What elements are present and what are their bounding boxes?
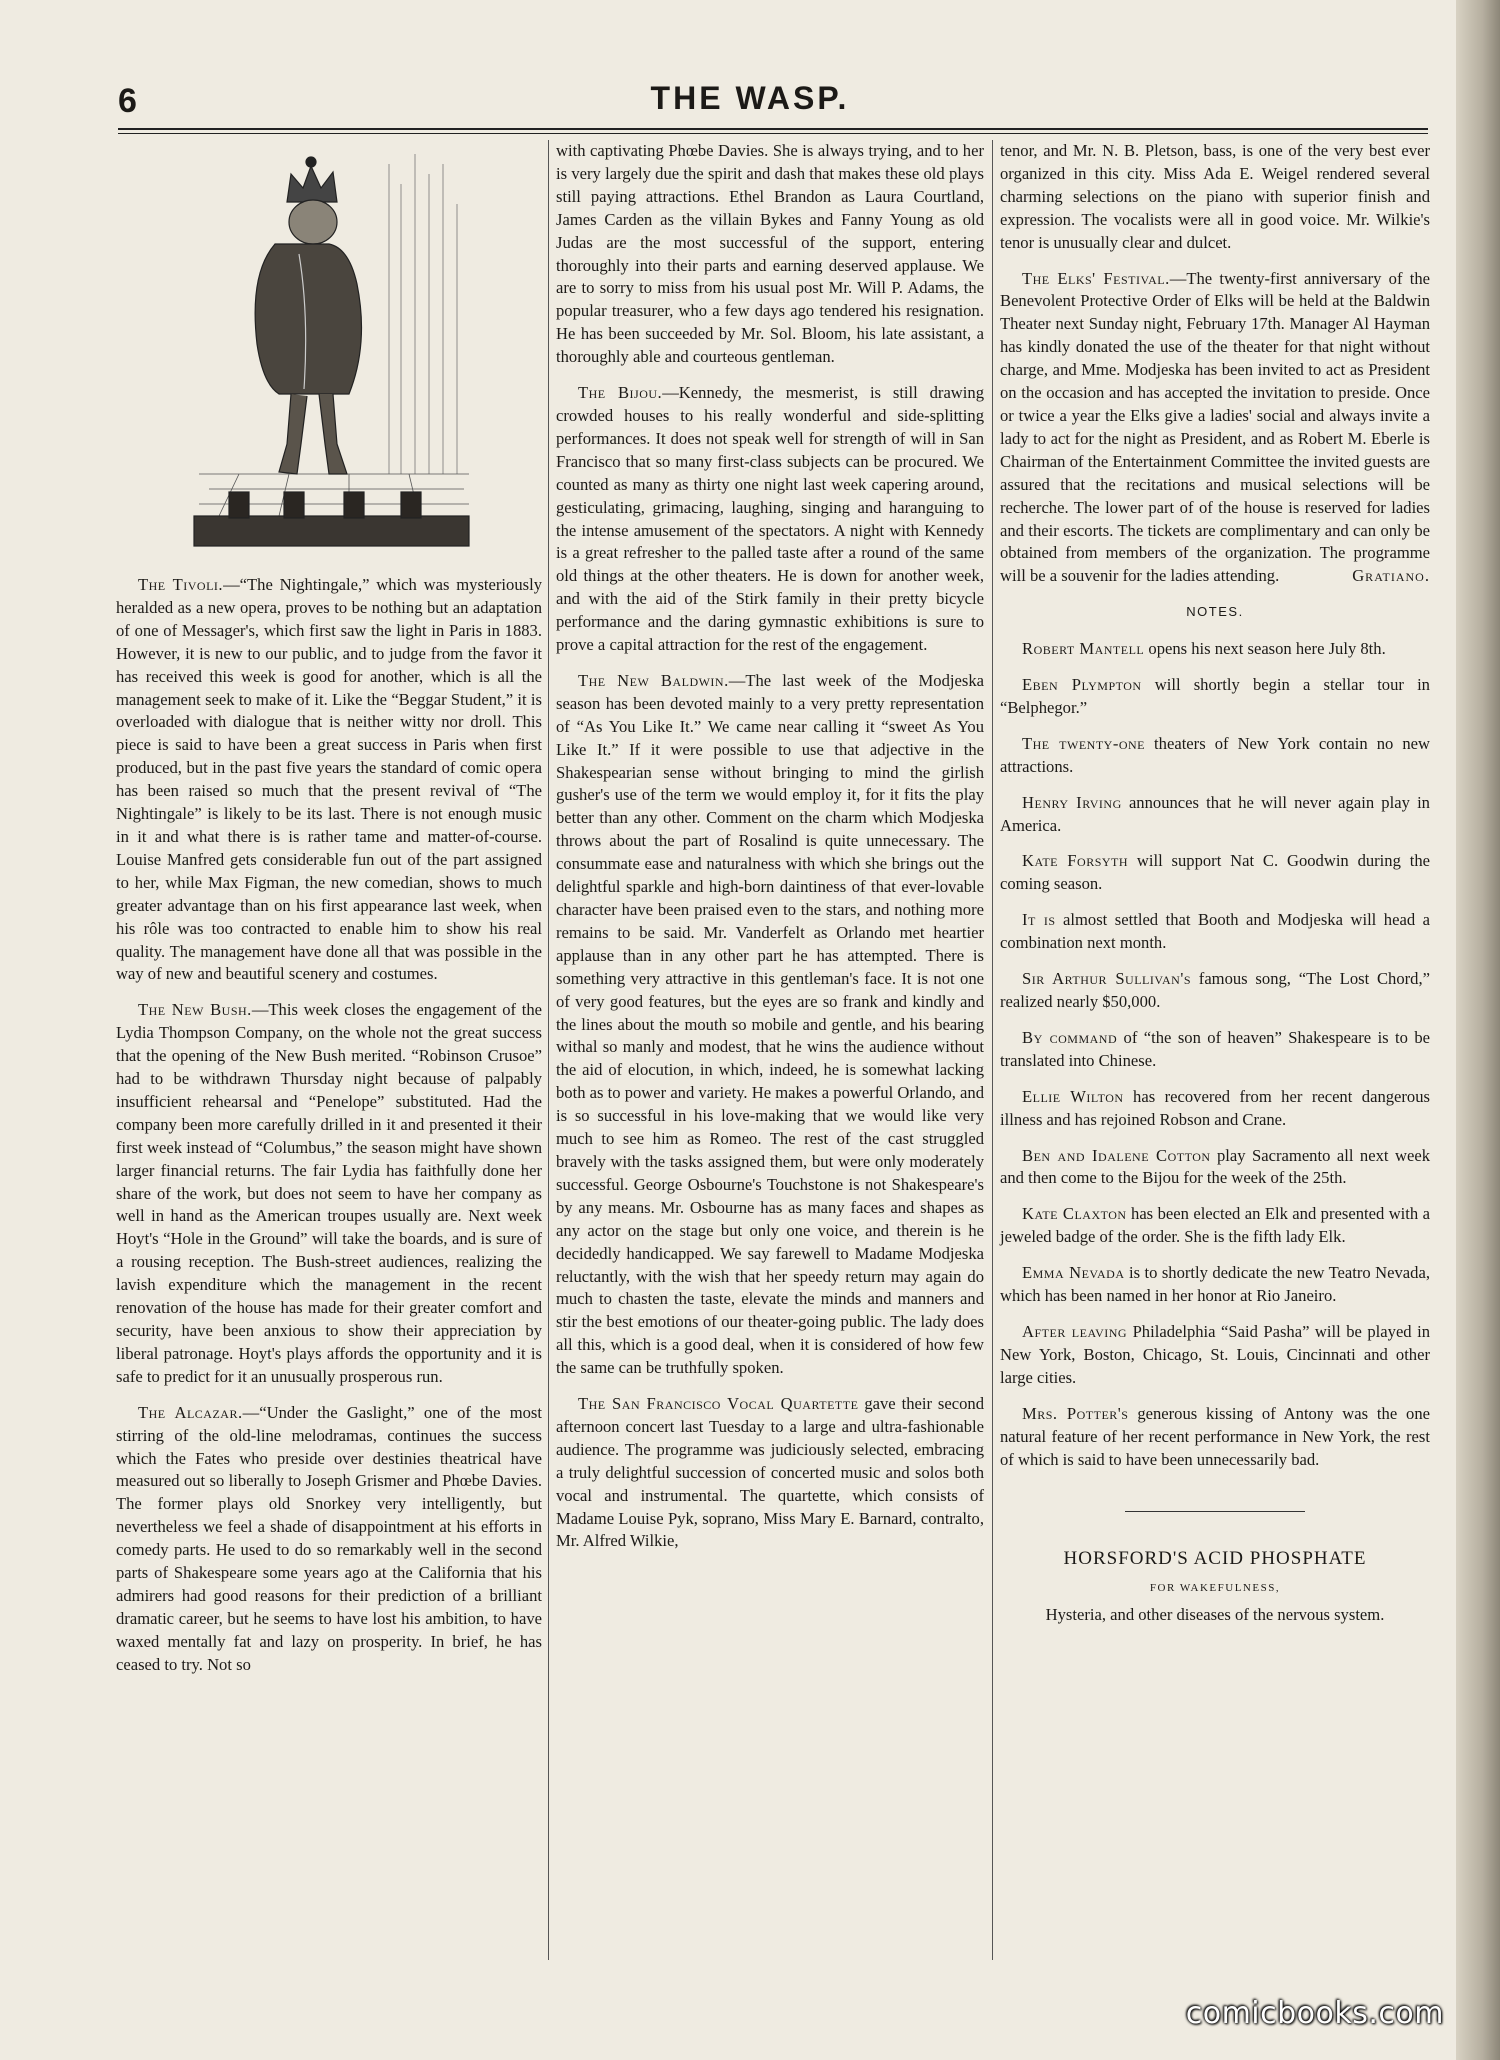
note-body: opens his next season here July 8th. [1144, 639, 1386, 659]
note-heading: Sir Arthur Sullivan's [1022, 969, 1191, 989]
article-alcazar [116, 1402, 542, 1677]
advertisement-title: HORSFORD'S ACID PHOSPHATE [1063, 1548, 1367, 1570]
note-body: generous kissing of Antony was the one natural feature of her recent performance in New York, the rest of which is said to have been unnecessarily bad. [1000, 1403, 1430, 1469]
note-heading: Robert Mantell [1022, 639, 1145, 659]
crowned-figure-illustration [179, 144, 479, 556]
note-body: will support Nat C. Goodwin during the coming season. [1000, 851, 1430, 894]
note-item [1000, 909, 1430, 955]
note-item [1000, 968, 1430, 1014]
note-body: Philadelphia “Said Pasha” will be played in New York, Boston, Chicago, St. Louis, Cincinnati and other large cities. [1000, 1321, 1430, 1387]
note-body: play Sacramento all next week and then come to the Bijou for the week of the 25th. [1000, 1145, 1430, 1188]
article-body: —“The Nightingale,” which was mysteriously heralded as a new opera, proves to be nothing but an adaptation of one of Messager's, which first saw the light in Paris in 1883. However, it is new to our public, and to judge from the favor it has received this week is good for another, which is all the management seek to make of it. Like the “Beggar Student,” it is overloaded with dialogue that is neither witty nor droll. This piece is said to have been a great success in Paris when first produced, but in the past five years the standard of comic opera has been raised so much that the present revival of “The Nightingale” is likely to be its last. There is not enough music in it and what there is is rather tame and matter-of-course. Louise Manfred gets considerable fun out of the part assigned to her, while Max Figman, the new comedian, shows to much greater advantage than on his first appearance last week, when his rôle was too contracted to enable him to show his real quality. The management have done all that was possible in the way of new and beautiful scenery and costumes. [116, 575, 542, 984]
note-item [1000, 792, 1430, 838]
note-body: theaters of New York contain no new attractions. [1000, 733, 1430, 776]
article-heading: The Tivoli. [138, 575, 224, 594]
column-divider [992, 140, 993, 1960]
note-item [1000, 1262, 1430, 1308]
article-heading: The Elks' Festival. [1022, 268, 1170, 288]
note-item [1000, 1086, 1430, 1132]
watermark: comicbooks.com [1185, 1996, 1444, 2031]
advertisement-text: Hysteria, and other diseases of the nervous system. [1045, 1605, 1385, 1625]
note-item [1000, 1145, 1430, 1191]
note-body: of “the son of heaven” Shakespeare is to be translated into Chinese. [1000, 1027, 1431, 1070]
column-1 [116, 140, 542, 1690]
author-signature: Gratiano. [1352, 566, 1430, 586]
article-heading: The New Baldwin. [578, 670, 729, 690]
article-new-bush [116, 999, 542, 1388]
note-item [1000, 850, 1430, 896]
column-3 [1000, 140, 1430, 1627]
note-body: will shortly begin a stellar tour in “Belphegor.” [1000, 675, 1430, 717]
note-heading: The twenty-one [1022, 733, 1146, 753]
page-number: 6 [118, 82, 137, 120]
note-item [1000, 638, 1430, 661]
article-vocal-quartette [556, 1393, 984, 1553]
article-body: —This week closes the engagement of the Lydia Thompson Company, on the whole not the great success that the opening of the New Bush merited. “Robinson Crusoe” had to be withdrawn Thursday night because of palpably insufficient rehearsal and “Penelope” substituted. Had the company been more carefully drilled in it and presented it their first week instead of “Columbus,” the season might have shown larger financial returns. The fair Lydia has faithfully done her share of the work, but does not seem to have her company as well in hand as the American troupes usually are. Next week Hoyt's “Hole in the Ground” will take the boards, and is sure of a rousing reception. The Bush-street audiences, realizing the lavish expenditure which the management in the recent renovation of the house has made for their greater comfort and security, have been anxious to show their appreciation by liberal patronage. Hoyt's plays affords the opportunity and it is safe to predict for it an unusually prosperous run. [116, 1000, 542, 1386]
column-2 [556, 140, 984, 1566]
article-vocal-quartette-continued: tenor, and Mr. N. B. Pletson, bass, is one of the very best ever organized in this city. Miss Ada E. Weigel rendered several charming selections on the piano with superior finish and expression. The vocalists were all in good voice. Mr. Wilkie's tenor is unusually clear and dulcet. [1000, 141, 1430, 252]
note-body: almost settled that Booth and Modjeska will head a combination next month. [1000, 910, 1430, 953]
article-body: —The last week of the Modjeska season has been devoted mainly to a very pretty representation of “As You Like It.” We came near calling it “sweet As You Like It.” If it were possible to use that adjective in the Shakespearian sense without bringing to mind the girlish gusher's use of the term we would employ it, for it fits the play better than any other. Comment on the charm which Modjeska throws about the part of Rosalind is quite unnecessary. The consummate ease and naturalness with which she brings out the delightful sparkle and high-born daintiness of that ever-lovable character have been praised even to the stars, and nothing more remains to be said. Mr. Vanderfelt as Orlando met heartier applause than in any other part he has attempted. There is something very attractive in this gentleman's face. It is not one of very good features, but the eyes are so frank and kindly and the lines about the mouth so mobile and gentle, and his bearing withal so manly and modest, that he wins the audience without the aid of elocution, in which, indeed, he is somewhat lacking both as to power and variety. He makes a powerful Orlando, and is so successful in his love-making that we would like very much to see him as Romeo. The rest of the cast struggled bravely with the tasks assigned them, but were only moderately successful. George Osbourne's Touchstone is not Shakespeare's by any means. Mr. Osbourne has as many faces and shapes as any actor on the stage but only one voice, and therein is he decidedly handicapped. We say farewell to Madame Modjeska reluctantly, with the wish that her speedy return may again do much to chasten the taste, elevate the minds and manners and stir the best emotions of our theater-going public. The lady does all this, which is a good deal, when it is considered of how few the same can be truthfully spoken. [556, 670, 984, 1378]
note-heading: By command [1022, 1027, 1118, 1047]
note-item [1000, 733, 1430, 779]
note-heading: Eben Plympton [1022, 675, 1142, 695]
note-heading: Ben and Idalene Cotton [1022, 1145, 1211, 1165]
article-heading: The Bijou. [578, 383, 663, 403]
note-heading: After leaving [1022, 1321, 1128, 1341]
binding-edge [1456, 0, 1500, 2060]
note-item [1000, 1321, 1430, 1390]
advertisement-subtitle: FOR WAKEFULNESS, [1149, 1582, 1281, 1595]
header-rule-thin [118, 133, 1428, 134]
article-tivoli [116, 574, 542, 986]
note-heading: Emma Nevada [1022, 1263, 1125, 1283]
article-elks-festival [1000, 268, 1430, 589]
note-heading: Ellie Wilton [1022, 1086, 1124, 1106]
note-heading: Kate Claxton [1022, 1204, 1127, 1224]
article-body: —“Under the Gaslight,” one of the most stirring of the old-line melodramas, continues the success which the Fates who preside over destinies theatrical have measured out so liberally to Joseph Grismer and Phœbe Davies. The former plays old Snorkey very intelligently, but nevertheless we feel a shade of disappointment at his efforts in comedy parts. He used to do so remarkably well in the second parts of Shakespeare some years ago at the California that his admirers had good reasons for their prediction of a brilliant dramatic career, but he seems to have lost his ambition, to have waxed mentally fat and lazy on prosperity. In brief, he has ceased to try. Not so [116, 1402, 542, 1674]
column-divider [548, 140, 549, 1960]
article-heading: The Alcazar. [138, 1402, 243, 1422]
note-item [1000, 1203, 1430, 1249]
article-heading: The San Francisco Vocal Quartette [578, 1394, 859, 1414]
note-heading: Kate Forsyth [1022, 851, 1129, 871]
article-body: —Kennedy, the mesmerist, is still drawing crowded houses to his really wonderful and side-splitting performances. It does not speak well for strength of will in San Francisco that so many first-class subjects can be procured. We counted as many as thirty one night last week capering around, gesticulating, grimacing, laughing, singing and haranguing to the intense amusement of the spectators. A night with Kennedy is a great refresher to the palled taste after a round of the same old things at the other theaters. He is down for another week, and with the aid of the Stirk family in their pretty bicycle performance and the daring gymnastic exhibitions is sure to prove a capital attraction for the rest of the engagement. [556, 383, 984, 655]
article-alcazar-continued: with captivating Phœbe Davies. She is always trying, and to her is very largely due the spirit and dash that makes these old plays still paying attractions. Ethel Brandon as Laura Courtland, James Carden as the villain Bykes and Fanny Young as old Judas are the most successful of the support, entering thoroughly into their parts and earning deserved applause. We are to sorry to miss from his usual post Mr. Will P. Adams, the popular treasurer, who a few days ago tendered his resignation. He has been succeeded by Mr. Sol. Bloom, his late assistant, a thoroughly able and courteous gentleman. [556, 141, 984, 367]
note-heading: It is [1022, 910, 1056, 930]
masthead-title: THE WASP. [650, 80, 850, 116]
separator-rule [1125, 1511, 1305, 1512]
note-body: has been elected an Elk and presented with a jeweled badge of the order. She is the fifth lady Elk. [1000, 1204, 1430, 1247]
note-item [1000, 1403, 1430, 1472]
notes-list [1000, 638, 1430, 1471]
notes-heading: NOTES. [1186, 604, 1244, 620]
article-body: gave their second afternoon concert last Tuesday to a large and ultra-fashionable audience. The programme was judiciously selected, embracing a truly delightful succession of concerted music and solos both vocal and instrumental. The quartette, which consists of Madame Louise Pyk, soprano, Miss Mary E. Barnard, contralto, Mr. Alfred Wilkie, [556, 1394, 984, 1551]
note-body: announces that he will never again play in America. [1000, 792, 1430, 835]
note-item [1000, 1027, 1430, 1073]
note-item [1000, 674, 1430, 720]
note-body: famous song, “The Lost Chord,” realized nearly $50,000. [1000, 969, 1430, 1011]
note-body: has recovered from her recent dangerous illness and has rejoined Robson and Crane. [1000, 1086, 1430, 1129]
note-heading: Mrs. Potter's [1022, 1403, 1129, 1423]
article-bijou [556, 382, 984, 657]
article-heading: The New Bush. [138, 1000, 252, 1020]
header-rule [118, 128, 1428, 130]
article-body: —The twenty-first anniversary of the Benevolent Protective Order of Elks will be held at the Baldwin Theater next Sunday night, February 17th. Manager Al Hayman has kindly donated the use of the theater for that night without charge, and Mme. Modjeska has been invited to act as President on the occasion and has accepted the invitation to preside. Once or twice a year the Elks give a ladies' social and always invite a lady to act for the night as President, and as Robert M. Eberle is Chairman of the Entertainment Committee the invited guests are assured that the recitations and musical selections will be recherche. The lower part of of the house is reserved for ladies and their escorts. The tickets are complimentary and can only be obtained from members of the organization. The programme will be a souvenir for the ladies attending. [1000, 268, 1430, 586]
note-heading: Henry Irving [1022, 792, 1122, 812]
note-body: is to shortly dedicate the new Teatro Nevada, which has been named in her honor at Rio Janeiro. [1000, 1263, 1430, 1306]
article-new-baldwin [556, 670, 984, 1380]
